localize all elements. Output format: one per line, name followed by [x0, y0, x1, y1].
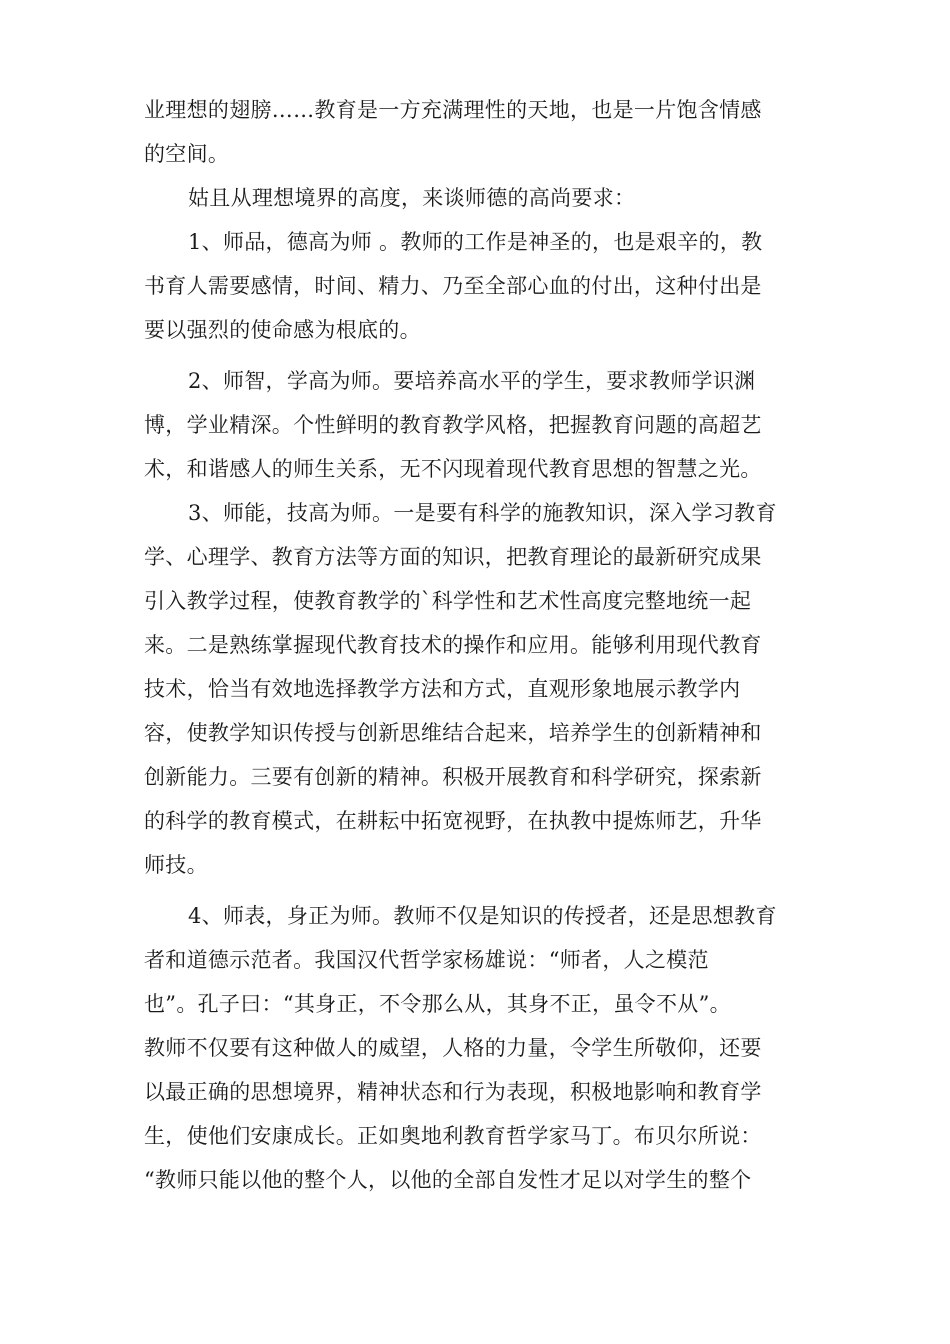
text-line: 以最正确的思想境界，精神状态和行为表现，积极地影响和教育学	[144, 1080, 762, 1104]
text-line: 也”。孔子曰：“其身正，不令那么从，其身不正，虽令不从”。	[144, 992, 731, 1016]
paragraph-shipin	[144, 220, 806, 352]
text-line: 博，学业精深。个性鲜明的教育教学风格，把握教育问题的高超艺	[144, 413, 762, 437]
text-line: 教师不仅要有这种做人的威望，人格的力量，令学生所敬仰，还要	[144, 1036, 762, 1060]
text-line: 要以强烈的使命感为根底的。	[144, 318, 421, 342]
text-line: 技术，恰当有效地选择教学方法和方式，直观形象地展示教学内	[144, 677, 741, 701]
text-line: 者和道德示范者。我国汉代哲学家杨雄说：“师者，人之模范	[144, 948, 709, 972]
text-line: “教师只能以他的整个人，以他的全部自发性才足以对学生的整个	[144, 1168, 752, 1192]
paragraph-gap	[144, 887, 806, 894]
text-line: 的科学的教育模式，在耕耘中拓宽视野，在执教中提炼师艺，升华	[144, 809, 762, 833]
text-line: 引入教学过程，使教育教学的`科学性和艺术性高度完整地统一起	[144, 589, 752, 613]
text-line: 业理想的翅膀……教育是一方充满理性的天地，也是一片饱含情感	[144, 98, 762, 122]
document-body	[144, 88, 806, 1202]
text-line: 4、师表，身正为师。教师不仅是知识的传授者，还是思想教育	[188, 904, 777, 928]
text-line: 术，和谐感人的师生关系，无不闪现着现代教育思想的智慧之光。	[144, 457, 762, 481]
text-line: 容，使教学知识传授与创新思维结合起来，培养学生的创新精神和	[144, 721, 762, 745]
text-line: 来。二是熟练掌握现代教育技术的操作和应用。能够利用现代教育	[144, 633, 762, 657]
text-line: 的空间。	[144, 142, 230, 166]
text-line: 生，使他们安康成长。正如奥地利教育哲学家马丁。布贝尔所说：	[144, 1124, 762, 1148]
text-line: 学、心理学、教育方法等方面的知识，把教育理论的最新研究成果	[144, 545, 762, 569]
text-line: 1、师品，德高为师 。教师的工作是神圣的，也是艰辛的，教	[188, 230, 763, 254]
paragraph-gap	[144, 352, 806, 359]
text-line: 书育人需要感情，时间、精力、乃至全部心血的付出，这种付出是	[144, 274, 762, 298]
paragraph-intro	[144, 176, 806, 220]
text-line: 姑且从理想境界的高度，来谈师德的高尚要求：	[188, 186, 636, 210]
text-line: 2、师智，学高为师。要培养高水平的学生，要求教师学识渊	[188, 369, 756, 393]
paragraph-shizhi	[144, 359, 806, 491]
paragraph-shineng	[144, 491, 806, 887]
text-line: 师技。	[144, 853, 208, 877]
paragraph-shibiao	[144, 894, 806, 1202]
text-line: 3、师能，技高为师。一是要有科学的施教知识，深入学习教育	[188, 501, 777, 525]
paragraph-continuation	[144, 88, 806, 176]
text-line: 创新能力。三要有创新的精神。积极开展教育和科学研究，探索新	[144, 765, 762, 789]
